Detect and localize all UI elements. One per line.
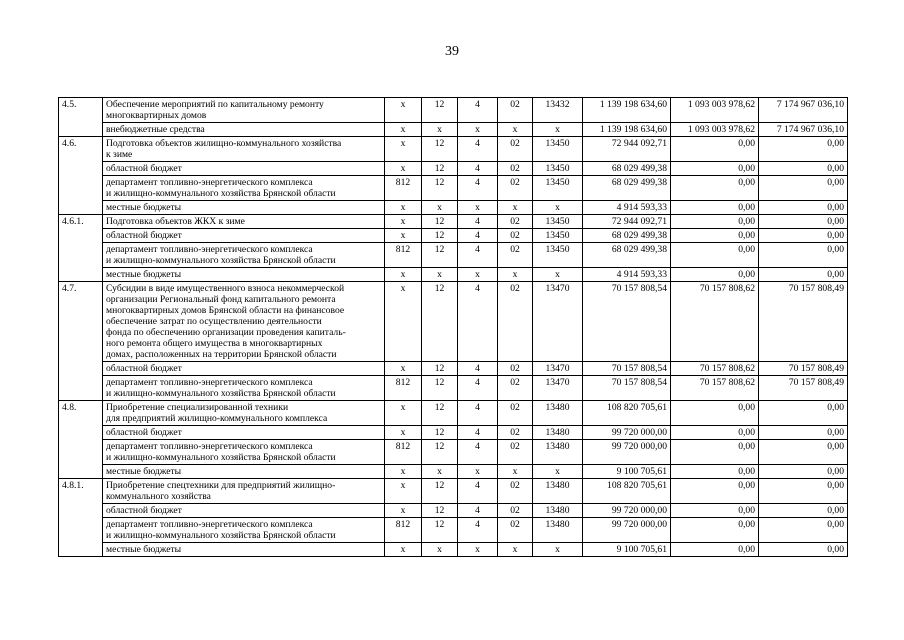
code-cell: х bbox=[385, 137, 422, 162]
item-name-cell bbox=[103, 282, 385, 362]
table-row bbox=[59, 376, 848, 401]
amount-cell: 99 720 000,00 bbox=[583, 518, 671, 543]
code-cell: 812 bbox=[385, 440, 422, 465]
amount-cell: 0,00 bbox=[671, 440, 759, 465]
code-cell: х bbox=[458, 123, 498, 137]
code-cell: 4 bbox=[458, 518, 498, 543]
code-cell: 12 bbox=[422, 229, 458, 243]
code-cell: х bbox=[533, 268, 583, 282]
table-row bbox=[59, 229, 848, 243]
item-name-line: областной бюджет bbox=[106, 163, 182, 174]
table-row bbox=[59, 162, 848, 176]
code-cell: 02 bbox=[498, 215, 533, 229]
code-cell: 02 bbox=[498, 479, 533, 504]
amount-cell: 99 720 000,00 bbox=[583, 504, 671, 518]
code-cell: х bbox=[533, 123, 583, 137]
amount-cell: 1 139 198 634,60 bbox=[583, 98, 671, 123]
code-cell: х bbox=[498, 543, 533, 557]
code-cell: х bbox=[458, 268, 498, 282]
code-cell: 12 bbox=[422, 401, 458, 426]
code-cell: х bbox=[533, 543, 583, 557]
code-cell: х bbox=[458, 543, 498, 557]
amount-cell: 0,00 bbox=[671, 465, 759, 479]
amount-cell: 0,00 bbox=[671, 268, 759, 282]
item-name-line: к зиме bbox=[106, 149, 133, 160]
code-cell: 13450 bbox=[533, 176, 583, 201]
item-name-cell bbox=[103, 162, 385, 176]
code-cell: 13450 bbox=[533, 243, 583, 268]
item-name-line: многоквартирных домов bbox=[106, 110, 207, 121]
item-name-cell bbox=[103, 518, 385, 543]
item-name-line: Подготовка объектов жилищно-коммунального хозяйства bbox=[106, 138, 342, 149]
item-name-line: департамент топливно-энергетического комплекса bbox=[106, 244, 313, 255]
code-cell: 02 bbox=[498, 376, 533, 401]
code-cell: 13450 bbox=[533, 215, 583, 229]
code-cell: 13470 bbox=[533, 282, 583, 362]
item-name-line: и жилищно-коммунального хозяйства Брянской области bbox=[106, 530, 336, 541]
code-cell: 12 bbox=[422, 215, 458, 229]
amount-cell: 0,00 bbox=[671, 543, 759, 557]
amount-cell: 0,00 bbox=[759, 268, 848, 282]
item-name-line: областной бюджет bbox=[106, 505, 182, 516]
code-cell: 02 bbox=[498, 440, 533, 465]
code-cell: 13480 bbox=[533, 479, 583, 504]
item-name-line: организации Региональный фонд капитального ремонта bbox=[106, 294, 336, 305]
page-number: 39 bbox=[445, 44, 459, 59]
amount-cell: 70 157 808,62 bbox=[671, 362, 759, 376]
item-name-line: местные бюджеты bbox=[106, 202, 182, 213]
code-cell: 12 bbox=[422, 376, 458, 401]
item-name-line: местные бюджеты bbox=[106, 466, 182, 477]
code-cell: 4 bbox=[458, 176, 498, 201]
table-row bbox=[59, 479, 848, 504]
amount-cell: 70 157 808,49 bbox=[759, 282, 848, 362]
code-cell: 02 bbox=[498, 426, 533, 440]
item-name-line: департамент топливно-энергетического комплекса bbox=[106, 519, 313, 530]
code-cell: х bbox=[385, 268, 422, 282]
amount-cell: 0,00 bbox=[759, 243, 848, 268]
table-row bbox=[59, 243, 848, 268]
amount-cell: 70 157 808,54 bbox=[583, 282, 671, 362]
item-name-line: местные бюджеты bbox=[106, 544, 182, 555]
code-cell: 13432 bbox=[533, 98, 583, 123]
table-row bbox=[59, 518, 848, 543]
item-name-cell bbox=[103, 229, 385, 243]
code-cell: х bbox=[498, 268, 533, 282]
code-cell: 02 bbox=[498, 518, 533, 543]
amount-cell: 70 157 808,49 bbox=[759, 376, 848, 401]
code-cell: х bbox=[533, 465, 583, 479]
amount-cell: 0,00 bbox=[759, 543, 848, 557]
code-cell: 4 bbox=[458, 426, 498, 440]
amount-cell: 0,00 bbox=[759, 229, 848, 243]
item-name-line: Приобретение спецтехники для предприятий жилищно- bbox=[106, 480, 336, 491]
table-row bbox=[59, 440, 848, 465]
amount-cell: 4 914 593,33 bbox=[583, 268, 671, 282]
item-name-cell bbox=[103, 243, 385, 268]
item-name-line: областной бюджет bbox=[106, 230, 182, 241]
item-name-line: департамент топливно-энергетического комплекса bbox=[106, 177, 313, 188]
code-cell: 12 bbox=[422, 98, 458, 123]
code-cell: 12 bbox=[422, 282, 458, 362]
item-name-line: и жилищно-коммунального хозяйства Брянской области bbox=[106, 452, 336, 463]
code-cell: 4 bbox=[458, 362, 498, 376]
item-name-line: и жилищно-коммунального хозяйства Брянской области bbox=[106, 388, 336, 399]
amount-cell: 0,00 bbox=[671, 229, 759, 243]
amount-cell: 4 914 593,33 bbox=[583, 201, 671, 215]
amount-cell: 0,00 bbox=[759, 426, 848, 440]
amount-cell: 1 093 003 978,62 bbox=[671, 98, 759, 123]
code-cell: 02 bbox=[498, 137, 533, 162]
code-cell: 4 bbox=[458, 504, 498, 518]
table-row bbox=[59, 543, 848, 557]
code-cell: 13470 bbox=[533, 362, 583, 376]
code-cell: х bbox=[385, 98, 422, 123]
amount-cell: 70 157 808,54 bbox=[583, 376, 671, 401]
item-name-line: многоквартирных домов Брянской области на финансовое bbox=[106, 305, 345, 316]
amount-cell: 108 820 705,61 bbox=[583, 479, 671, 504]
item-number-cell: 4.6.1. bbox=[59, 215, 103, 282]
amount-cell: 72 944 092,71 bbox=[583, 137, 671, 162]
code-cell: 13480 bbox=[533, 440, 583, 465]
code-cell: х bbox=[385, 201, 422, 215]
item-name-line: внебюджетные средства bbox=[106, 124, 205, 135]
amount-cell: 0,00 bbox=[671, 504, 759, 518]
code-cell: 12 bbox=[422, 479, 458, 504]
item-name-line: обеспечение затрат по осуществлению деятельности bbox=[106, 316, 322, 327]
code-cell: 4 bbox=[458, 243, 498, 268]
item-name-line: местные бюджеты bbox=[106, 269, 182, 280]
amount-cell: 0,00 bbox=[759, 215, 848, 229]
code-cell: 13470 bbox=[533, 376, 583, 401]
code-cell: х bbox=[458, 201, 498, 215]
item-name-cell bbox=[103, 137, 385, 162]
amount-cell: 0,00 bbox=[759, 504, 848, 518]
amount-cell: 0,00 bbox=[759, 465, 848, 479]
item-name-line: и жилищно-коммунального хозяйства Брянской области bbox=[106, 188, 336, 199]
item-name-line: фонда по обеспечению организации проведения капиталь- bbox=[106, 327, 346, 338]
item-name-line: Обеспечение мероприятий по капитальному ремонту bbox=[106, 99, 324, 110]
table-row bbox=[59, 504, 848, 518]
amount-cell: 70 157 808,62 bbox=[671, 376, 759, 401]
code-cell: 4 bbox=[458, 401, 498, 426]
amount-cell: 70 157 808,62 bbox=[671, 282, 759, 362]
code-cell: 812 bbox=[385, 176, 422, 201]
amount-cell: 1 139 198 634,60 bbox=[583, 123, 671, 137]
item-name-cell bbox=[103, 426, 385, 440]
code-cell: х bbox=[385, 229, 422, 243]
amount-cell: 7 174 967 036,10 bbox=[759, 123, 848, 137]
item-name-cell bbox=[103, 201, 385, 215]
code-cell: х bbox=[385, 426, 422, 440]
table-row bbox=[59, 215, 848, 229]
amount-cell: 0,00 bbox=[759, 176, 848, 201]
item-name-line: Подготовка объектов ЖКХ к зиме bbox=[106, 216, 245, 227]
code-cell: 02 bbox=[498, 362, 533, 376]
table-row bbox=[59, 98, 848, 123]
item-name-cell bbox=[103, 362, 385, 376]
code-cell: х bbox=[422, 123, 458, 137]
code-cell: 02 bbox=[498, 229, 533, 243]
item-name-cell bbox=[103, 176, 385, 201]
code-cell: х bbox=[385, 215, 422, 229]
code-cell: 02 bbox=[498, 401, 533, 426]
item-name-line: для предприятий жилищно-коммунального комплекса bbox=[106, 413, 328, 424]
code-cell: 812 bbox=[385, 243, 422, 268]
table-row bbox=[59, 201, 848, 215]
item-name-line: Приобретение специализированной техники bbox=[106, 402, 289, 413]
item-name-line: домах, расположенных на территории Брянской области bbox=[106, 349, 337, 360]
code-cell: 12 bbox=[422, 162, 458, 176]
code-cell: 4 bbox=[458, 440, 498, 465]
amount-cell: 0,00 bbox=[671, 518, 759, 543]
amount-cell: 70 157 808,54 bbox=[583, 362, 671, 376]
amount-cell: 0,00 bbox=[759, 162, 848, 176]
amount-cell: 68 029 499,38 bbox=[583, 176, 671, 201]
amount-cell: 0,00 bbox=[759, 518, 848, 543]
item-number-cell: 4.7. bbox=[59, 282, 103, 401]
item-name-cell bbox=[103, 268, 385, 282]
code-cell: х bbox=[385, 123, 422, 137]
code-cell: х bbox=[385, 362, 422, 376]
item-name-cell bbox=[103, 440, 385, 465]
item-name-line: коммунального хозяйства bbox=[106, 491, 211, 502]
amount-cell: 68 029 499,38 bbox=[583, 162, 671, 176]
amount-cell: 0,00 bbox=[759, 137, 848, 162]
code-cell: 12 bbox=[422, 518, 458, 543]
code-cell: х bbox=[385, 162, 422, 176]
amount-cell: 0,00 bbox=[759, 401, 848, 426]
code-cell: 4 bbox=[458, 162, 498, 176]
item-name-cell bbox=[103, 215, 385, 229]
item-name-line: департамент топливно-энергетического комплекса bbox=[106, 377, 313, 388]
code-cell: 12 bbox=[422, 426, 458, 440]
code-cell: х bbox=[498, 465, 533, 479]
item-name-cell bbox=[103, 465, 385, 479]
code-cell: 4 bbox=[458, 137, 498, 162]
code-cell: 02 bbox=[498, 176, 533, 201]
code-cell: 12 bbox=[422, 176, 458, 201]
item-number-cell: 4.5. bbox=[59, 98, 103, 137]
code-cell: х bbox=[422, 465, 458, 479]
code-cell: 02 bbox=[498, 98, 533, 123]
code-cell: 4 bbox=[458, 215, 498, 229]
code-cell: х bbox=[385, 465, 422, 479]
code-cell: 4 bbox=[458, 282, 498, 362]
code-cell: 12 bbox=[422, 243, 458, 268]
amount-cell: 0,00 bbox=[671, 479, 759, 504]
code-cell: 12 bbox=[422, 137, 458, 162]
item-number-cell: 4.8. bbox=[59, 401, 103, 479]
table-row bbox=[59, 176, 848, 201]
code-cell: х bbox=[385, 401, 422, 426]
code-cell: х bbox=[458, 465, 498, 479]
code-cell: 12 bbox=[422, 440, 458, 465]
amount-cell: 0,00 bbox=[759, 201, 848, 215]
amount-cell: 0,00 bbox=[671, 215, 759, 229]
amount-cell: 0,00 bbox=[671, 176, 759, 201]
amount-cell: 0,00 bbox=[671, 162, 759, 176]
amount-cell: 0,00 bbox=[759, 479, 848, 504]
amount-cell: 0,00 bbox=[671, 401, 759, 426]
amount-cell: 99 720 000,00 bbox=[583, 440, 671, 465]
table-row bbox=[59, 268, 848, 282]
budget-table bbox=[58, 97, 848, 557]
code-cell: 812 bbox=[385, 518, 422, 543]
amount-cell: 99 720 000,00 bbox=[583, 426, 671, 440]
table-row bbox=[59, 123, 848, 137]
code-cell: х bbox=[422, 268, 458, 282]
code-cell: 13450 bbox=[533, 162, 583, 176]
amount-cell: 9 100 705,61 bbox=[583, 465, 671, 479]
code-cell: 02 bbox=[498, 243, 533, 268]
item-number-cell: 4.8.1. bbox=[59, 479, 103, 557]
code-cell: х bbox=[533, 201, 583, 215]
item-name-cell bbox=[103, 479, 385, 504]
item-name-cell bbox=[103, 543, 385, 557]
item-name-cell bbox=[103, 504, 385, 518]
code-cell: 13450 bbox=[533, 229, 583, 243]
amount-cell: 0,00 bbox=[671, 201, 759, 215]
amount-cell: 70 157 808,49 bbox=[759, 362, 848, 376]
code-cell: 4 bbox=[458, 229, 498, 243]
code-cell: 12 bbox=[422, 504, 458, 518]
code-cell: х bbox=[498, 123, 533, 137]
code-cell: 12 bbox=[422, 362, 458, 376]
item-name-cell bbox=[103, 98, 385, 123]
table-row bbox=[59, 465, 848, 479]
amount-cell: 0,00 bbox=[671, 426, 759, 440]
code-cell: х bbox=[385, 504, 422, 518]
amount-cell: 0,00 bbox=[759, 440, 848, 465]
code-cell: х bbox=[498, 201, 533, 215]
table-row bbox=[59, 137, 848, 162]
amount-cell: 108 820 705,61 bbox=[583, 401, 671, 426]
code-cell: 13480 bbox=[533, 401, 583, 426]
code-cell: 02 bbox=[498, 504, 533, 518]
item-name-cell bbox=[103, 376, 385, 401]
item-name-cell bbox=[103, 401, 385, 426]
code-cell: 13480 bbox=[533, 504, 583, 518]
code-cell: х bbox=[422, 543, 458, 557]
amount-cell: 9 100 705,61 bbox=[583, 543, 671, 557]
code-cell: 4 bbox=[458, 98, 498, 123]
table-row bbox=[59, 362, 848, 376]
item-number-cell: 4.6. bbox=[59, 137, 103, 215]
code-cell: х bbox=[385, 479, 422, 504]
item-name-cell bbox=[103, 123, 385, 137]
amount-cell: 7 174 967 036,10 bbox=[759, 98, 848, 123]
table-body bbox=[59, 98, 848, 557]
code-cell: 02 bbox=[498, 162, 533, 176]
item-name-line: и жилищно-коммунального хозяйства Брянской области bbox=[106, 255, 336, 266]
item-name-line: департамент топливно-энергетического комплекса bbox=[106, 441, 313, 452]
table-row bbox=[59, 426, 848, 440]
code-cell: 812 bbox=[385, 376, 422, 401]
code-cell: 4 bbox=[458, 479, 498, 504]
code-cell: х bbox=[422, 201, 458, 215]
item-name-line: ного ремонта общего имущества в многоквартирных bbox=[106, 338, 323, 349]
amount-cell: 68 029 499,38 bbox=[583, 243, 671, 268]
item-name-line: областной бюджет bbox=[106, 363, 182, 374]
code-cell: 02 bbox=[498, 282, 533, 362]
code-cell: 13480 bbox=[533, 426, 583, 440]
code-cell: х bbox=[385, 543, 422, 557]
item-name-line: Субсидии в виде имущественного взноса некоммерческой bbox=[106, 283, 345, 294]
amount-cell: 68 029 499,38 bbox=[583, 229, 671, 243]
code-cell: 13450 bbox=[533, 137, 583, 162]
code-cell: 13480 bbox=[533, 518, 583, 543]
table-row bbox=[59, 282, 848, 362]
code-cell: х bbox=[385, 282, 422, 362]
amount-cell: 72 944 092,71 bbox=[583, 215, 671, 229]
code-cell: 4 bbox=[458, 376, 498, 401]
amount-cell: 0,00 bbox=[671, 137, 759, 162]
table-row bbox=[59, 401, 848, 426]
item-name-line: областной бюджет bbox=[106, 427, 182, 438]
amount-cell: 1 093 003 978,62 bbox=[671, 123, 759, 137]
amount-cell: 0,00 bbox=[671, 243, 759, 268]
